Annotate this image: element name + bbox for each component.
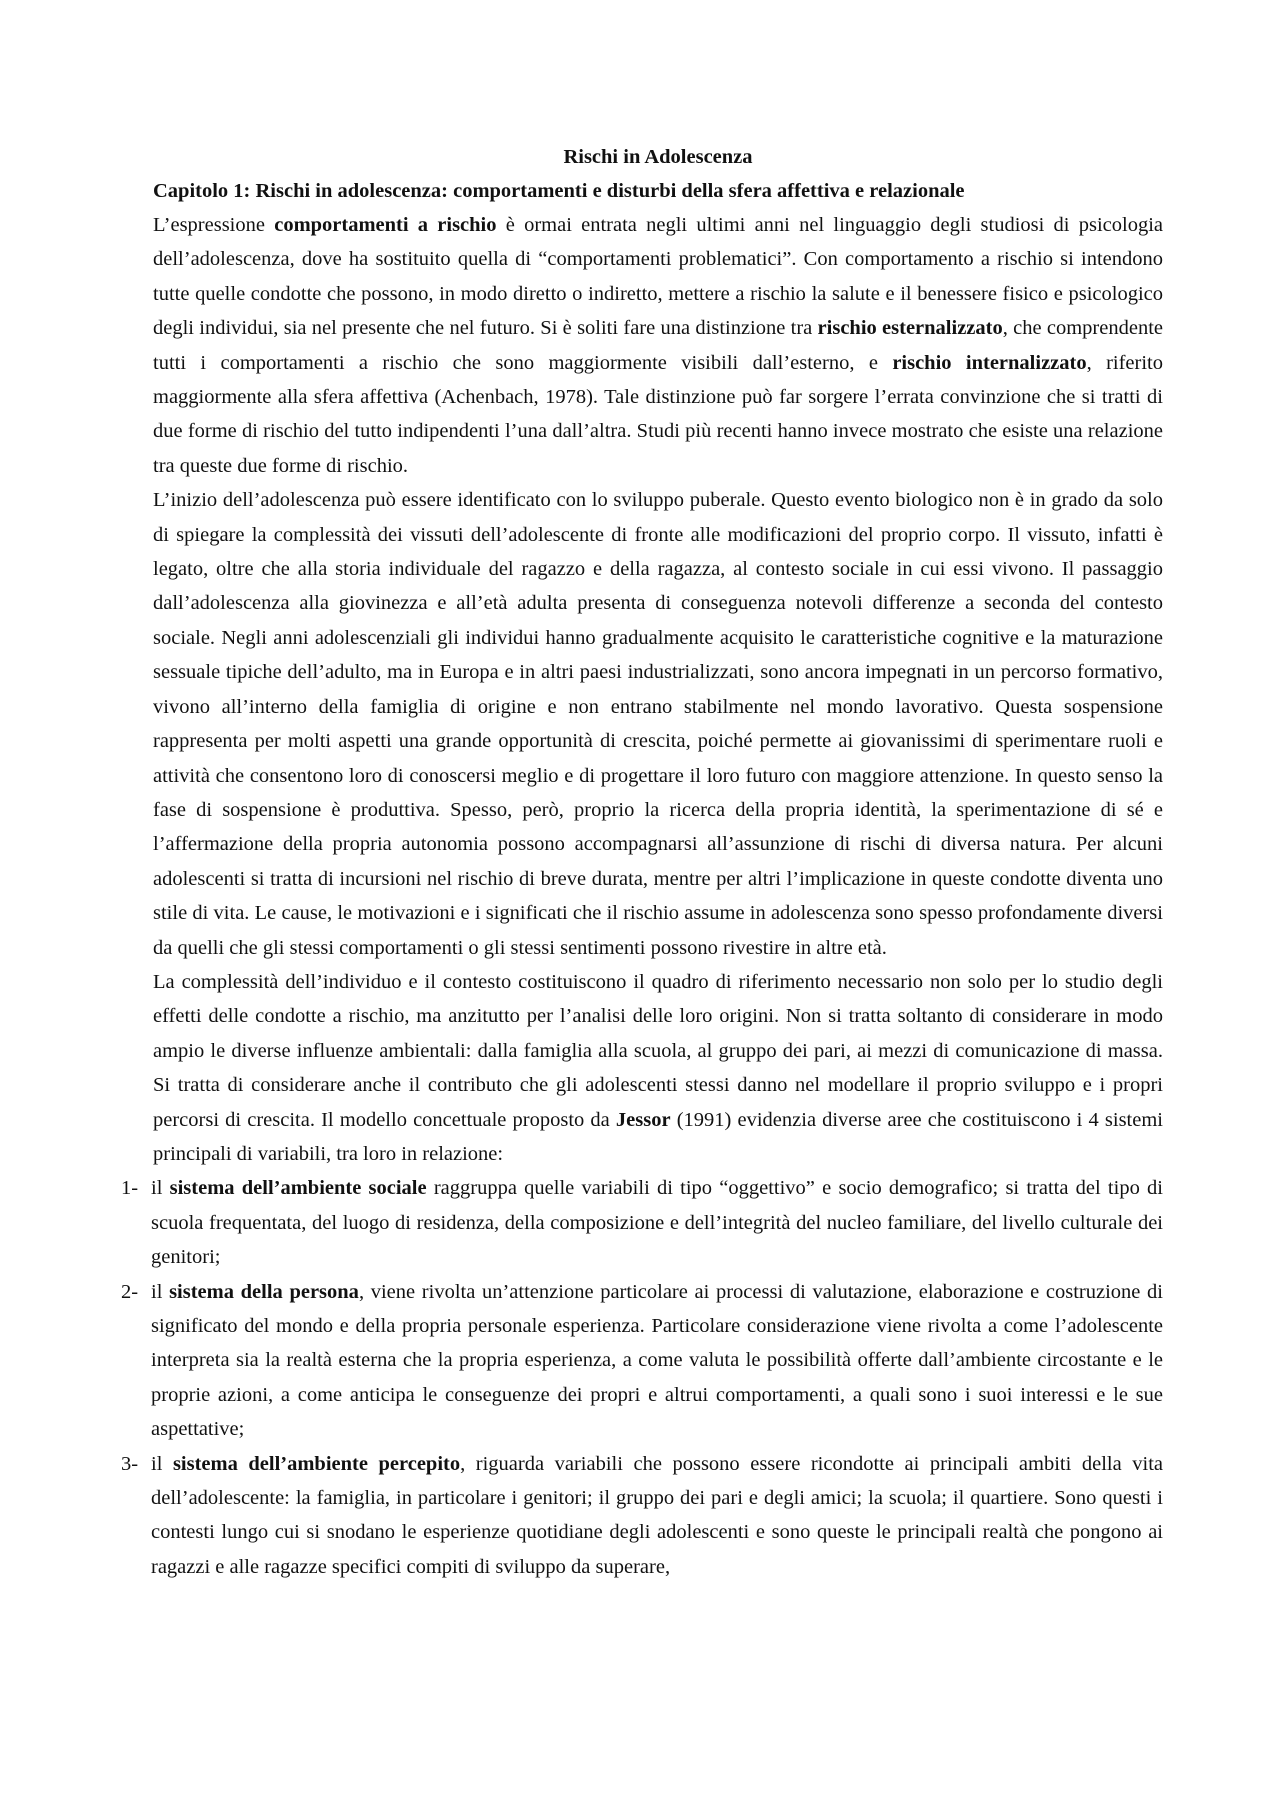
bold-term: sistema dell’ambiente percepito	[172, 1452, 461, 1475]
list-item	[121, 1447, 1163, 1585]
bold-term: rischio esternalizzato	[817, 317, 1003, 340]
bold-term: comportamenti a rischio	[274, 214, 497, 236]
bold-term: sistema della persona	[169, 1280, 359, 1303]
chapter-title: Capitolo 1: Rischi in adolescenza: comportamenti e disturbi della sfera affettiva e relazionale	[153, 180, 965, 202]
systems-list	[121, 1171, 1163, 1584]
paragraph-3	[153, 965, 1163, 1171]
list-number: 1-	[121, 1177, 139, 1200]
text-run: , che comprendente tutti i comportamenti a rischio che sono maggiormente visibili dall’esterno, e	[153, 317, 1163, 374]
text-run: (1991) evidenzia diverse aree che costituiscono i 4 sistemi principali di variabili, tra loro in relazione:	[153, 1108, 1163, 1165]
text-run: , riferito maggiormente alla sfera affettiva (Achenbach, 1978). Tale distinzione può far sorgere l’errata convinzione che si tratti di due forme di rischio del tutto indipendenti l’una dall’altra. Studi più recenti hanno invece mostrato che esiste una relazione tra queste due forme di rischio.	[153, 351, 1164, 477]
text-run: il	[151, 1280, 170, 1303]
list-number: 2-	[121, 1280, 139, 1303]
text-run: , riguarda variabili che possono essere ricondotte ai principali ambiti della vita dell’adolescente: la famiglia, in particolare i genitori; il gruppo dei pari e degli amici; la scuola; il quartiere. Sono questi i contesti lungo cui si snodano le esperienze quotidiane degli adolescenti e sono queste le principali realtà che pongono ai ragazzi e alle ragazze specifici compiti di sviluppo da superare,	[151, 1452, 1163, 1578]
bold-term: Jessor	[615, 1108, 671, 1131]
list-number: 3-	[121, 1452, 139, 1475]
text-run: il	[151, 1452, 173, 1475]
bold-term: rischio internalizzato	[892, 351, 1087, 374]
paragraph-2: L’inizio dell’adolescenza può essere identificato con lo sviluppo puberale. Questo evento biologico non è in grado da solo di spiegare la complessità dei vissuti dell’adolescente di fronte alle modificazioni del proprio corpo. Il vissuto, infatti è legato, oltre che alla storia individuale del ragazzo e della ragazza, al contesto sociale in cui essi vivono. Il passaggio dall’adolescenza alla giovinezza e all’età adulta presenta di conseguenza notevoli differenze a seconda del contesto sociale. Negli anni adolescenziali gli individui hanno gradualmente acquisito le caratteristiche cognitive e la maturazione sessuale tipiche dell’adulto, ma in Europa e in altri paesi industrializzati, sono ancora impegnati in un percorso formativo, vivono all’interno della famiglia di origine e non entrano stabilmente nel mondo lavorativo. Questa sospensione rappresenta per molti aspetti una grande opportunità di crescita, poiché permette ai giovanissimi di sperimentare ruoli e attività che consentono loro di conoscersi meglio e di progettare il loro futuro con maggiore attenzione. In questo senso la fase di sospensione è produttiva. Spesso, però, proprio la ricerca della propria identità, la sperimentazione di sé e l’affermazione della propria autonomia possono accompagnarsi all’assunzione di rischi di diversa natura. Per alcuni adolescenti si tratta di incursioni nel rischio di breve durata, mentre per altri l’implicazione in queste condotte diventa uno stile di vita. Le cause, le motivazioni e i significati che il rischio assume in adolescenza sono spesso profondamente diversi da quelli che gli stessi comportamenti o gli stessi sentimenti possono rivestire in altre età.	[153, 489, 1163, 959]
document-title: Rischi in Adolescenza	[563, 146, 753, 168]
text-run: La complessità dell’individuo e il contesto costituiscono il quadro di riferimento necessario non solo per lo studio degli effetti delle condotte a rischio, ma anzitutto per l’analisi delle loro origini. Non si tratta soltanto di considerare in modo ampio le diverse influenze ambientali: dalla famiglia alla scuola, al gruppo dei pari, ai mezzi di comunicazione di massa. Si tratta di considerare anche il contributo che gli adolescenti stessi danno nel modellare il proprio sviluppo e i propri percorsi di crescita. Il modello concettuale proposto da	[153, 970, 1163, 1131]
paragraph-1	[153, 208, 1163, 483]
list-item	[121, 1275, 1163, 1447]
text-run: il	[151, 1177, 170, 1200]
text-run: , viene rivolta un’attenzione particolare ai processi di valutazione, elaborazione e costruzione di significato del mondo e della propria personale esperienza. Particolare considerazione viene rivolta a come l’adolescente interpreta sia la realtà esterna che la propria esperienza, a come valuta le possibilità offerte dall’ambiente circostante e le proprie azioni, a come anticipa le conseguenze dei propri e altrui comportamenti, a quali sono i suoi interessi e le sue aspettative;	[151, 1280, 1163, 1441]
bold-term: sistema dell’ambiente sociale	[169, 1177, 427, 1200]
list-item	[121, 1171, 1163, 1274]
text-run: L’espressione	[153, 214, 275, 236]
text-run: raggruppa quelle variabili di tipo “oggettivo” e socio demografico; si tratta del tipo di scuola frequentata, del luogo di residenza, della composizione e dell’integrità del nucleo familiare, del livello culturale dei genitori;	[151, 1177, 1163, 1269]
text-run: è ormai entrata negli ultimi anni nel linguaggio degli studiosi di psicologia dell’adolescenza, dove ha sostituito quella di “comportamenti problematici”. Con comportamento a rischio si intendono tutte quelle condotte che possono, in modo diretto o indiretto, mettere a rischio la salute e il benessere fisico e psicologico degli individui, sia nel presente che nel futuro. Si è soliti fare una distinzione tra	[153, 214, 1163, 340]
